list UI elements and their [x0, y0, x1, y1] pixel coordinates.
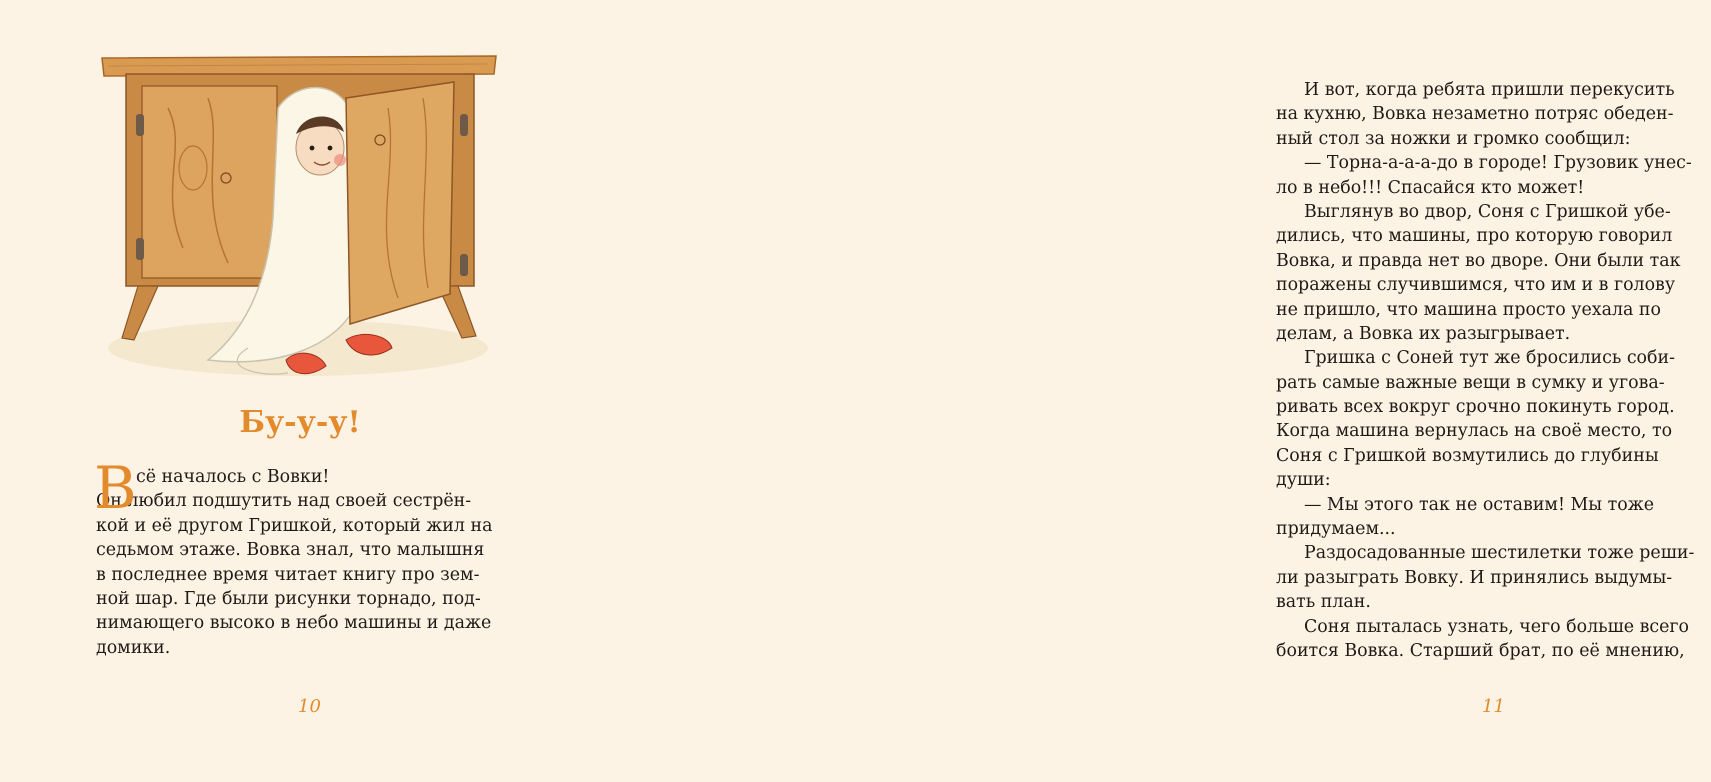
text-line: Выглянув во двор, Соня с Гришкой убе-: [1304, 201, 1671, 222]
text-line: Раздосадованные шестилетки тоже реши-: [1304, 543, 1695, 564]
text-line: вать план.: [1276, 592, 1371, 613]
page-number-left: 10: [298, 696, 321, 717]
left-page: [0, 0, 600, 782]
text-line: Гришка с Соней тут же бросились соби-: [1304, 348, 1675, 369]
text-line: души:: [1276, 470, 1331, 491]
text-line: седьмом этаже. Вовка знал, что малышня: [96, 540, 485, 561]
text-line: Соня пыталась узнать, чего больше всего: [1304, 616, 1690, 637]
text-line: домики.: [96, 637, 171, 658]
text-line: — Мы этого так не оставим! Мы тоже: [1304, 494, 1655, 515]
text-line: боится Вовка. Старший брат, по её мнению,: [1276, 640, 1685, 661]
text-line: не пришло, что машина просто уехала по: [1276, 299, 1661, 320]
page-number-right: 11: [1482, 696, 1505, 717]
text-line: Он любил подшутить над своей сестрён-: [96, 491, 472, 512]
text-line: Соня с Гришкой возмутились до глубины: [1276, 445, 1659, 466]
text-line: ло в небо!!! Спасайся кто может!: [1276, 177, 1585, 198]
text-line: в последнее время читает книгу про зем-: [96, 564, 480, 585]
text-line: придумаем...: [1276, 519, 1396, 540]
text-line: ривать всех вокруг срочно покинуть город.: [1276, 397, 1675, 418]
text-line: ной шар. Где были рисунки торнадо, под-: [96, 588, 481, 609]
text-line: на кухню, Вовка незаметно потряс обеден-: [1276, 104, 1674, 125]
text-line: Когда машина вернулась на своё место, то: [1276, 421, 1673, 442]
chapter-title: Бу-у-у!: [239, 405, 361, 440]
text-line: — Торна-а-а-а-до в городе! Грузовик унес-: [1304, 153, 1692, 174]
drop-cap: В: [94, 454, 137, 522]
text-line: поражены случившимся, что им и в голову: [1276, 275, 1676, 296]
right-page-text: [1276, 78, 1711, 663]
text-line: делам, а Вовка их разыгрывает.: [1276, 323, 1571, 344]
text-line: И вот, когда ребята пришли перекусить: [1304, 80, 1675, 100]
text-line: ный стол за ножки и громко сообщил:: [1276, 128, 1631, 149]
right-page: [600, 0, 1695, 782]
text-line: ли разыграть Вовку. И принялись выдумы-: [1276, 567, 1673, 588]
cabinet-illustration: [98, 48, 498, 393]
text-line: нимающего высоко в небо машины и даже: [96, 613, 492, 634]
text-line: Вовка, и правда нет во дворе. Они были так: [1276, 250, 1681, 271]
first-line-text: сё началось с Вовки!: [136, 467, 330, 487]
text-line: кой и её другом Гришкой, который жил на: [96, 515, 493, 536]
text-line: дились, что машины, про которую говорил: [1276, 226, 1673, 247]
text-line: рать самые важные вещи в сумку и угова-: [1276, 372, 1665, 393]
left-page-text: [94, 454, 526, 660]
